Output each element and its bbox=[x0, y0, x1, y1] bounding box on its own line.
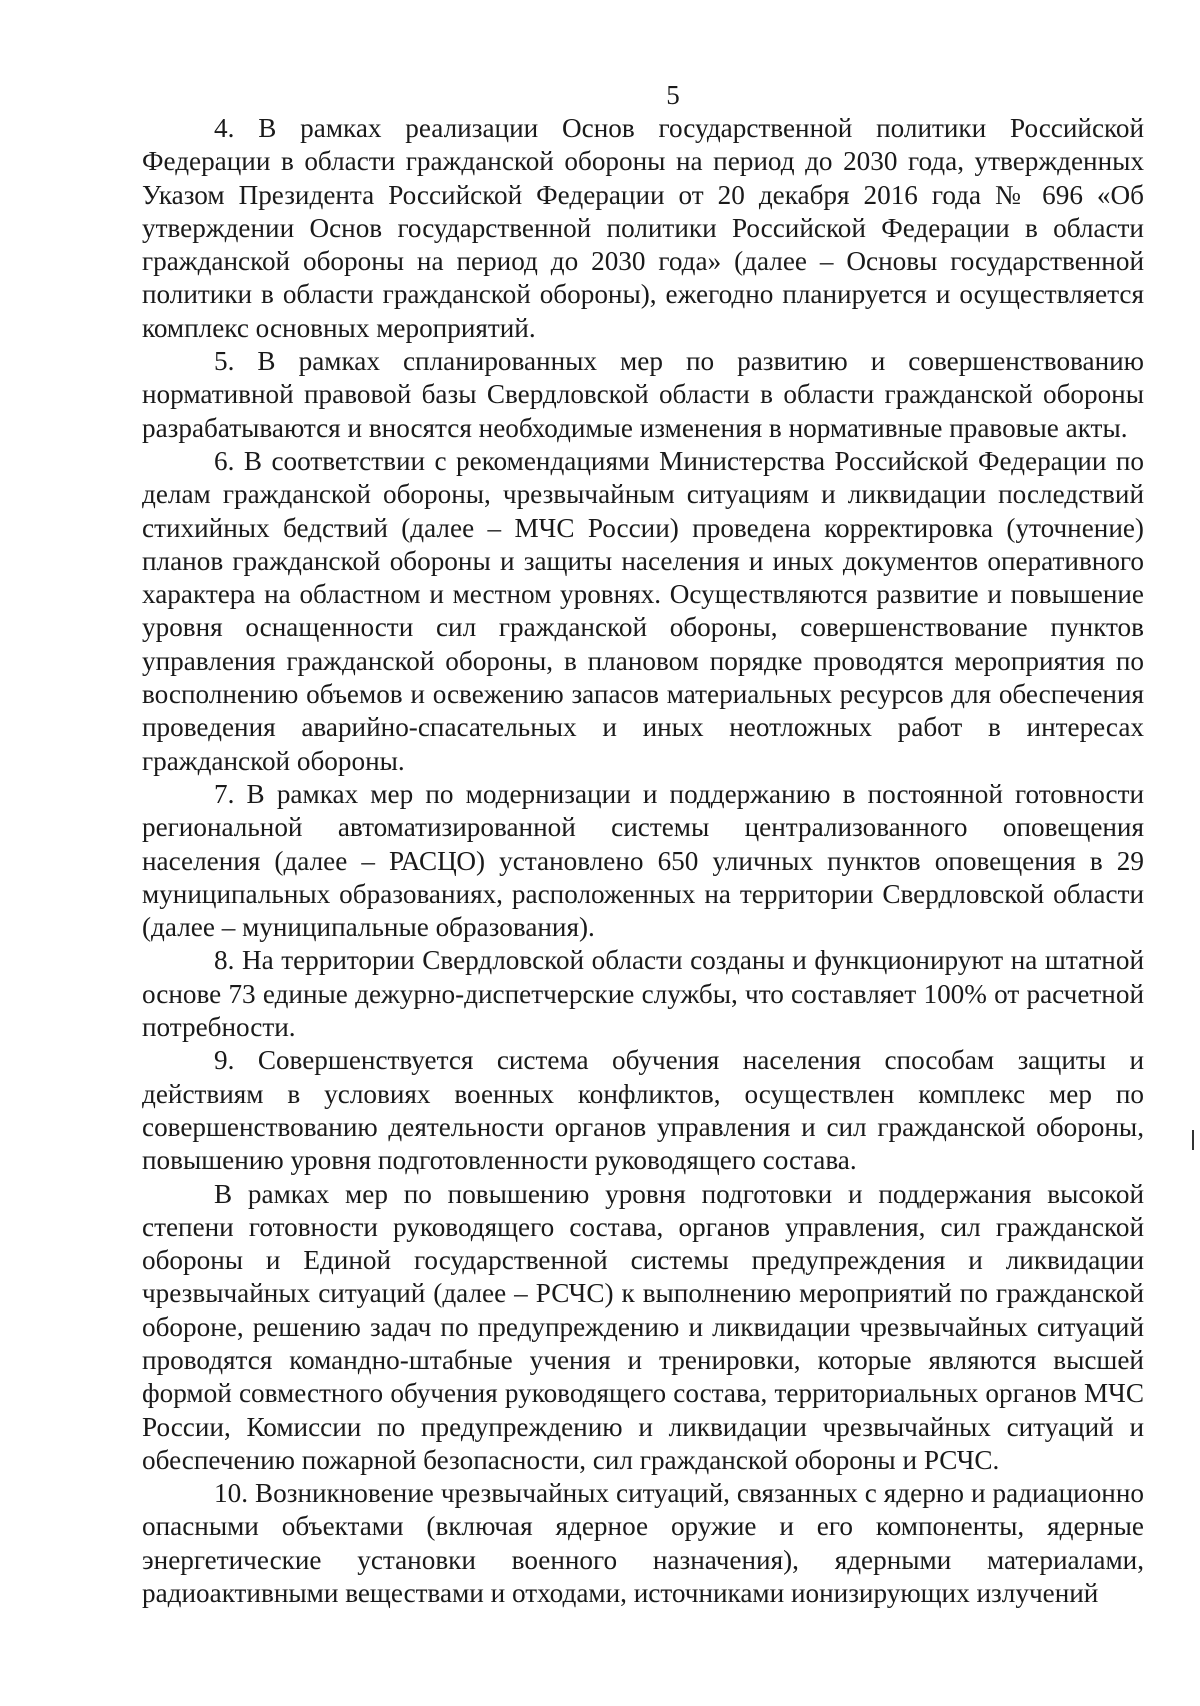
paragraph-4: 4. В рамках реализации Основ государственной политики Российской Федерации в области гражданской обороны на период до 2030 года, утвержденных Указом Президента Российской Федерации от 20 декабря 2016 года № 696 «Об утверждении Основ государственной политики Российской Федерации в области гражданской обороны на период до 2030 года» (далее – Основы государственной политики в области гражданской обороны), ежегодно планируется и осуществляется комплекс основных мероприятий. bbox=[142, 113, 1144, 343]
paragraph-10: 10. Возникновение чрезвычайных ситуаций, связанных с ядерно и радиационно опасными объектами (включая ядерное оружие и его компоненты, ядерные энергетические установки военного назначения), ядерными материалами, радиоактивными веществами и отходами, источниками ионизирующих излучений bbox=[142, 1478, 1144, 1609]
scan-margin-mark bbox=[1192, 1130, 1194, 1150]
paragraph-6: 6. В соответствии с рекомендациями Министерства Российской Федерации по делам гражданской обороны, чрезвычайным ситуациям и ликвидации последствий стихийных бедствий (далее – МЧС России) проведена корректировка (уточнение) планов гражданской обороны и защиты населения и иных документов оперативного характера на областном и местном уровнях. Осуществляются развитие и повышение уровня оснащенности сил гражданской обороны, совершенствование пунктов управления гражданской обороны, в плановом порядке проводятся мероприятия по восполнению объемов и освежению запасов материальных ресурсов для обеспечения проведения аварийно-спасательных и иных неотложных работ в интересах гражданской обороны. bbox=[142, 445, 1144, 776]
paragraph-7: 7. В рамках мер по модернизации и поддержанию в постоянной готовности региональной автоматизированной системы централизованного оповещения населения (далее – РАСЦО) установлено 650 уличных пунктов оповещения в 29 муниципальных образованиях, расположенных на территории Свердловской области (далее – муниципальные образования). bbox=[142, 778, 1144, 943]
page-number: 5 bbox=[666, 80, 680, 110]
paragraph-9: 9. Совершенствуется система обучения населения способам защиты и действиям в условиях военных конфликтов, осуществлен комплекс мер по совершенствованию деятельности органов управления и сил гражданской обороны, повышению уровня подготовленности руководящего состава. bbox=[142, 1045, 1144, 1176]
paragraph-9-continued: В рамках мер по повышению уровня подготовки и поддержания высокой степени готовности руководящего состава, органов управления, сил гражданской обороны и Единой государственной системы предупреждения и ликвидации чрезвычайных ситуаций (далее – РСЧС) к выполнению мероприятий по гражданской обороне, решению задач по предупреждению и ликвидации чрезвычайных ситуаций проводятся командно-штабные учения и тренировки, которые являются высшей формой совместного обучения руководящего состава, территориальных органов МЧС России, Комиссии по предупреждению и ликвидации чрезвычайных ситуаций и обеспечению пожарной безопасности, сил гражданской обороны и РСЧС. bbox=[142, 1178, 1144, 1475]
paragraph-5: 5. В рамках спланированных мер по развитию и совершенствованию нормативной правовой базы Свердловской области в области гражданской обороны разрабатываются и вносятся необходимые изменения в нормативные правовые акты. bbox=[142, 346, 1144, 443]
paragraph-8: 8. На территории Свердловской области созданы и функционируют на штатной основе 73 единые дежурно-диспетчерские службы, что составляет 100% от расчетной потребности. bbox=[142, 945, 1144, 1043]
